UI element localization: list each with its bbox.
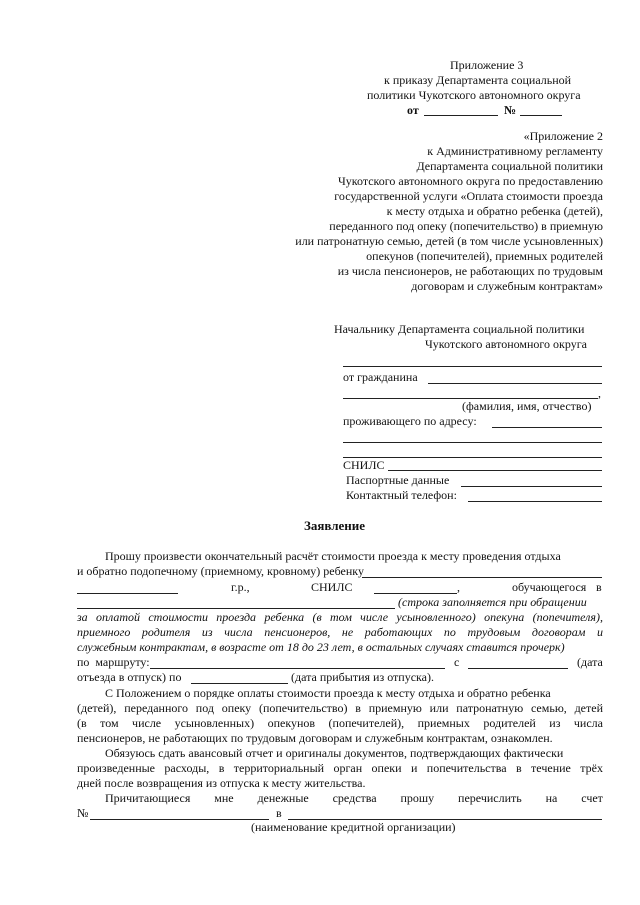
- p1-line2: и обратно подопечному (приемному, кровному) ребенку: [77, 564, 364, 578]
- passport-field[interactable]: [461, 486, 602, 487]
- hint-line2: за оплатой стоимости проезда ребенка (в том числе усыновленного) опекуна (попечителя),: [77, 610, 603, 624]
- from-citizen-label: от гражданина: [343, 370, 418, 384]
- route-from-label: с: [454, 655, 460, 669]
- order-number-field[interactable]: [520, 115, 562, 116]
- bank-in-label: в: [276, 806, 282, 820]
- appendix3-from-label: от: [407, 103, 419, 117]
- appendix3-line2: к приказу Департамента социальной: [384, 73, 572, 87]
- appendix2-line: к Административному регламенту: [427, 144, 603, 158]
- snils-field[interactable]: [388, 470, 602, 471]
- appendix2-line: к месту отдыха и обратно ребенка (детей),: [386, 204, 603, 218]
- snils-comma: ,: [457, 580, 460, 594]
- child-name-field[interactable]: [362, 577, 602, 578]
- birth-year-label: г.р.,: [231, 580, 250, 594]
- order-date-field[interactable]: [424, 115, 498, 116]
- hint-line3: приемного родителя из числа пенсионеров, не работающих по трудовым договорам и: [77, 625, 603, 639]
- route-field[interactable]: [150, 668, 445, 669]
- fio-comma: ,: [598, 386, 601, 400]
- route-label: по маршруту:: [77, 655, 150, 669]
- citizen-name-field[interactable]: [428, 383, 602, 384]
- child-snils-label: СНИЛС: [311, 580, 353, 594]
- p4-word: счет: [581, 791, 603, 805]
- snils-label: СНИЛС: [343, 458, 385, 472]
- p3-line1: Обязуюсь сдать авансовый отчет и оригиналы документов, подтверждающих фактически: [105, 746, 564, 760]
- appendix2-line: или патронатную семью, детей (в том числе усыновленных): [295, 234, 603, 248]
- bank-hint: (наименование кредитной организации): [251, 820, 456, 834]
- p4-word: денежные: [257, 791, 309, 805]
- appendix2-line: переданного под опеку (попечительство) в приемную: [329, 219, 603, 233]
- address-field-2[interactable]: [343, 442, 602, 443]
- appendix2-line: государственной услуги «Оплата стоимости проезда: [334, 189, 603, 203]
- p4-word: прошу: [400, 791, 435, 805]
- appendix2-line: Чукотского автономного округа по предоставлению: [337, 174, 603, 188]
- account-number-field[interactable]: [90, 819, 269, 820]
- arrive-label: (дата прибытия из отпуска).: [291, 670, 434, 684]
- p2-line3: (в том числе усыновленных) опекунов (попечителей), приемных родителей из числа: [77, 716, 603, 730]
- p3-line3: дней после возвращения из отпуска к месту жительства.: [77, 776, 366, 790]
- phone-label: Контактный телефон:: [346, 488, 457, 502]
- residing-label: проживающего по адресу:: [343, 414, 477, 428]
- student-label: обучающегося: [512, 580, 587, 594]
- phone-field[interactable]: [468, 501, 602, 502]
- account-number-label: №: [77, 806, 89, 820]
- addressee-blank-line[interactable]: [343, 366, 602, 367]
- p4-word: Причитающиеся: [105, 791, 191, 805]
- addressee-line1: Начальнику Департамента социальной политики: [334, 322, 585, 336]
- fio-hint: (фамилия, имя, отчество): [462, 399, 592, 413]
- child-snils-field[interactable]: [374, 593, 457, 594]
- appendix2-line: «Приложение 2: [523, 129, 603, 143]
- p4-word: перечислить: [458, 791, 522, 805]
- appendix3-line1: Приложение 3: [450, 58, 524, 72]
- addressee-line2: Чукотского автономного округа: [425, 337, 587, 351]
- arrival-date-field[interactable]: [191, 683, 288, 684]
- p2-line4: пенсионеров, не работающих по трудовым договорам и служебным контрактам, ознакомлен.: [77, 731, 553, 745]
- p4-line1: [105, 791, 603, 805]
- appendix2-line: опекунов (попечителей), приемных родителей: [366, 249, 603, 263]
- appendix3-line3: политики Чукотского автономного округа: [367, 88, 581, 102]
- hint-line1: (строка заполняется при обращении: [398, 595, 587, 609]
- p1-line1: Прошу произвести окончательный расчёт стоимости проезда к месту проведения отдыха: [105, 549, 561, 563]
- departure-date-field[interactable]: [468, 668, 568, 669]
- appendix2-line: из числа пенсионеров, не работающих по трудовым: [337, 264, 603, 278]
- appendix2-block: [200, 129, 603, 293]
- route-date-label: (дата: [577, 655, 603, 669]
- p4-word: на: [545, 791, 558, 805]
- appendix3-number-label: №: [504, 103, 517, 117]
- passport-label: Паспортные данные: [346, 473, 450, 487]
- hint-line4: служебным контрактам, в возрасте от 18 до 23 лет, в остальных случаях ставится прочерк): [77, 640, 565, 654]
- p4-word: мне: [214, 791, 234, 805]
- depart-label: отъезда в отпуск) по: [77, 670, 182, 684]
- appendix2-line: Департамента социальной политики: [416, 159, 603, 173]
- p3-line2: произведенные расходы, в территориальный орган опеки и попечительства в течение трёх: [77, 761, 603, 775]
- p2-line1: С Положением о порядке оплаты стоимости проезда к месту отдыха и обратно ребенка: [105, 686, 551, 700]
- p4-word: средства: [332, 791, 377, 805]
- appendix2-line: договорам и служебным контрактам»: [411, 279, 603, 293]
- birth-year-field[interactable]: [77, 593, 178, 594]
- school-field[interactable]: [77, 608, 395, 609]
- p2-line2: (детей), переданного под опеку (попечительство) в приемную или патронатную семью, детей: [77, 701, 603, 715]
- student-in-label: в: [596, 580, 602, 594]
- document-title: Заявление: [304, 518, 366, 533]
- address-field[interactable]: [492, 427, 602, 428]
